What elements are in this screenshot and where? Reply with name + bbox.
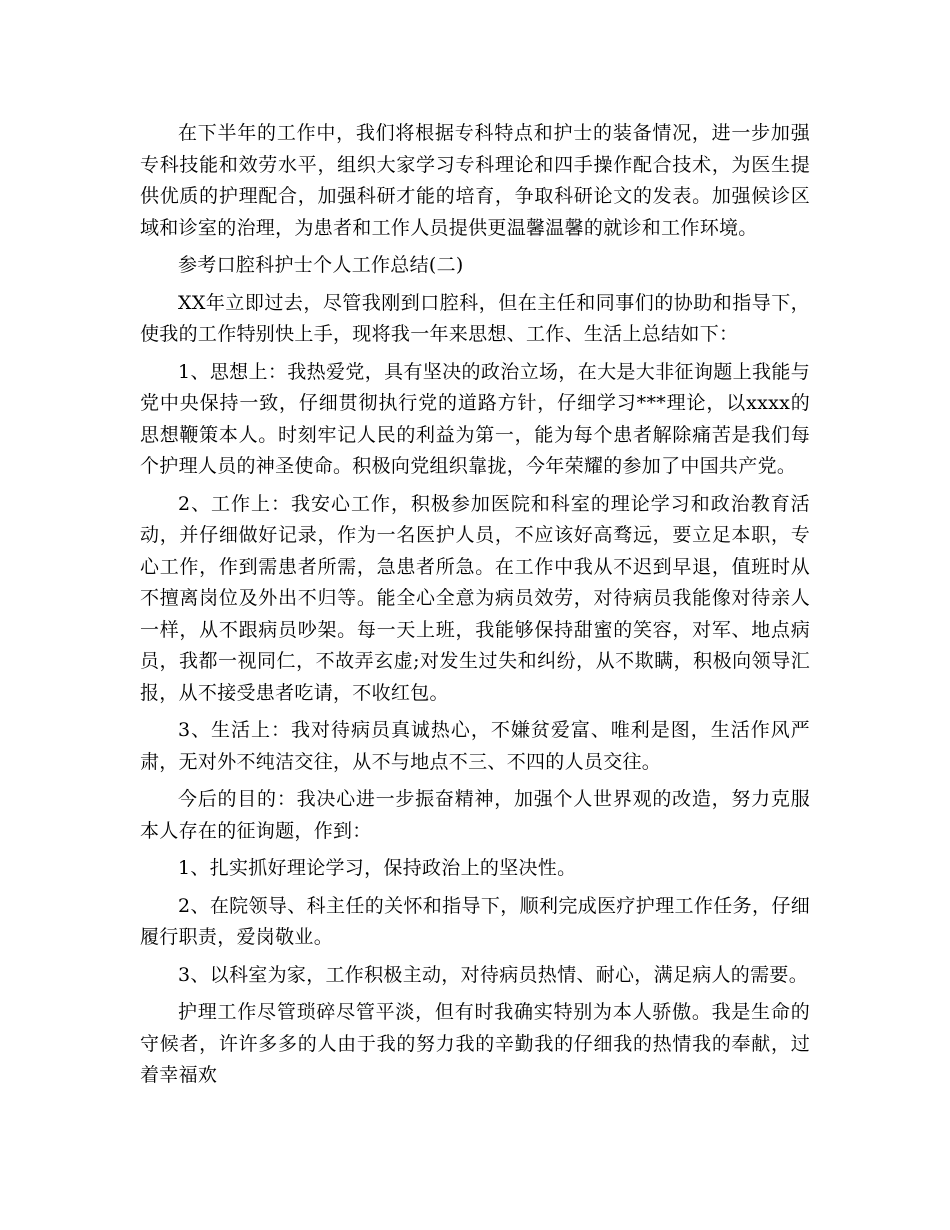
paragraph-work: 2、工作上：我安心工作，积极参加医院和科室的理论学习和政治教育活动，并仔细做好记录，作为一名医护人员，不应该好高骛远，要立足本职，专心工作，作到需患者所需，急患者所急。在工作中我从不迟到早退，值班时从不擅离岗位及外出不归等。能全心全意为病员效劳，对待病员我能像对待亲人一样，从不跟病员吵架。每一天上班，我能够保持甜蜜的笑容，对军、地点病员，我都一视同仁，不故弄玄虚;对发生过失和纠纷，从不欺瞒，积极向领导汇报，从不接受患者吃请，不收红包。 [140,492,810,704]
paragraph-thought: 1、思想上：我热爱党，具有坚决的政治立场，在大是大非征询题上我能与党中央保持一致，仔细贯彻执行党的道路方针，仔细学习***理论，以xxxx的思想鞭策本人。时刻牢记人民的利益为第一，能为每个患者解除痛苦是我们每个护理人员的神圣使命。积极向党组织靠拢，今年荣耀的参加了中国共产党。 [140,360,810,477]
paragraph-intro: XX年立即过去，尽管我刚到口腔科，但在主任和同事们的协助和指导下，使我的工作特别快上手，现将我一年来思想、工作、生活上总结如下： [140,291,810,345]
list-item-1: 1、扎实抓好理论学习，保持政治上的坚决性。 [178,857,577,879]
list-item-2: 2、在院领导、科主任的关怀和指导下，顺利完成医疗护理工作任务，仔细履行职责，爱岗敬业。 [140,894,810,948]
list-item-3: 3、以科室为家，工作积极主动，对待病员热情、耐心，满足病人的需要。 [178,963,808,986]
paragraph-life: 3、生活上：我对待病员真诚热心，不嫌贫爱富、唯利是图，生活作风严肃，无对外不纯洁交往，从不与地点不三、不四的人员交往。 [140,719,810,773]
document-body [140,118,810,1098]
paragraph-1: 在下半年的工作中，我们将根据专科特点和护士的装备情况，进一步加强专科技能和效劳水平，组织大家学习专科理论和四手操作配合技术，为医生提供优质的护理配合，加强科研才能的培育，争取科研论文的发表。加强候诊区域和诊室的治理，为患者和工作人员提供更温馨温馨的就诊和工作环境。 [140,122,810,239]
paragraph-goal: 今后的目的：我决心进一步振奋精神，加强个人世界观的改造，努力克服本人存在的征询题，作到： [140,788,810,842]
section-heading: 参考口腔科护士个人工作总结(二) [178,254,464,276]
paragraph-closing: 护理工作尽管琐碎尽管平淡，但有时我确实特别为本人骄傲。我是生命的守候者，许许多多的人由于我的努力我的辛勤我的仔细我的热情我的奉献，过着幸福欢 [140,1001,810,1086]
